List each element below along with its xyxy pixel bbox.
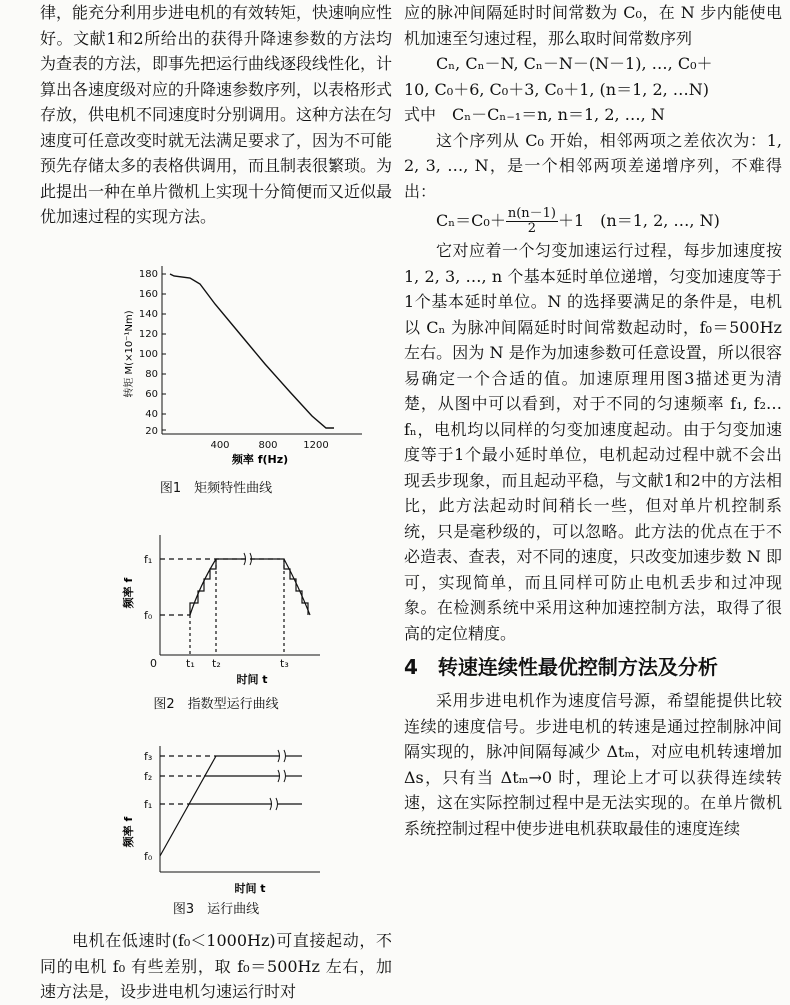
left-paragraph-2: 电机在低速时(f₀＜1000Hz)可直接起动，不同的电机 f₀ 有些差别，取 f₀＝500Hz 左右，加速方法是，设步进电机匀速运行时对 <box>40 931 392 1001</box>
y-tick-80: 80 <box>145 368 158 380</box>
formula-right: ＋1 (n＝1, 2, …, N) <box>558 211 720 230</box>
figure-1-torque-frequency-curve <box>40 244 392 474</box>
figure-2-exponential-curve <box>40 515 392 690</box>
figure-1-y-label: 转矩 M(×10⁻¹Nm) <box>124 309 135 398</box>
formula-denominator: 2 <box>527 221 537 236</box>
left-column <box>40 0 392 1005</box>
figure-3-f2: f₂ <box>144 769 153 783</box>
figure-3-run-curve <box>40 732 392 897</box>
y-tick-20: 20 <box>145 425 158 437</box>
figure-3-f0: f₀ <box>144 849 153 863</box>
sequence-line-2: 10, C₀＋6, C₀＋3, C₀＋1, (n＝1, 2, …N) <box>404 79 710 99</box>
figure-2-caption: 图2 指数型运行曲线 <box>153 697 279 712</box>
right-paragraph-3: 它对应着一个匀变加速运行过程，每步加速度按 1, 2, 3, …, n 个基本延时单位递增，匀变加速度等于1个基本延时单位。N 的选择要满足的条件是，电机以 Cₙ 为脉冲间隔延时时间常数起动时，f₀＝500Hz 左右。因为 N 是作为加速参数可任意设置，所以很容易确定一个合适的值。加速原理用图3描述更为清楚，从图中可以看到，对于不同的匀速频率 f₁, f₂…fₙ，电机均以同样的匀变加速度起动。由于匀变加速度等于1个最小延时单位，电机起动过程中就不会出现丢步现象，而且起动平稳，与文献1和2中的方法相比，此方法起动时间稍长一些，但对单片机控制系统，只是毫秒级的，可以忽略。此方法的优点在于不必造表、查表，对不同的速度，只改变加速步数 N 即可，实现简单，而且同样可防止电机丢步和过冲现象。在检测系统中采用这种加速控制方法，取得了很高的定位精度。 <box>404 241 782 643</box>
figure-2-t3: t₃ <box>280 657 289 670</box>
figure-1-y-ticks <box>162 274 166 430</box>
right-paragraph-1: 应的脉冲间隔延时时间常数为 C₀，在 N 步内能使电机加速至匀速过程，那么取时间常数序列 <box>404 3 782 48</box>
figure-1-curve <box>170 274 334 428</box>
right-paragraph-4: 采用步进电机作为速度信号源，希望能提供比较连续的速度信号。步进电机的转速是通过控制脉冲间隔实现的，脉冲间隔每减少 Δtₘ，对应电机转速增加 Δs，只有当 Δtₘ→0 时，理论上才可以获得连续转速，这在实际控制过程中是无法实现的。在单片微机系统控制过程中使步进电机获取最佳的速度连续 <box>404 691 782 838</box>
figure-2-t1: t₁ <box>186 657 195 670</box>
closed-form-formula <box>404 204 782 238</box>
figure-1-x-label: 频率 f(Hz) <box>231 452 289 466</box>
figure-2-origin: 0 <box>150 657 157 670</box>
x-tick-400: 400 <box>210 439 230 451</box>
figure-2-y-label: 频率 f <box>122 577 135 609</box>
section-heading-4: 4 转速连续性最优控制方法及分析 <box>404 655 718 679</box>
y-tick-160: 160 <box>138 288 158 300</box>
figure-1-caption: 图1 矩频特性曲线 <box>159 480 273 496</box>
right-column <box>404 0 782 841</box>
formula-left: Cₙ＝C₀＋ <box>436 211 506 230</box>
y-tick-40: 40 <box>145 408 158 420</box>
formula-numerator: n(n－1) <box>507 206 556 221</box>
y-tick-180: 180 <box>138 268 158 280</box>
figure-2-t2: t₂ <box>212 657 221 670</box>
formula-fraction <box>506 207 558 236</box>
figure-3-f3: f₃ <box>144 749 153 763</box>
figure-2-f1-label: f₁ <box>144 553 153 566</box>
y-tick-140: 140 <box>138 308 158 320</box>
sequence-line-3: 式中 Cₙ－Cₙ₋₁＝n, n＝1, 2, …, N <box>404 105 665 124</box>
x-tick-1200: 1200 <box>303 439 329 451</box>
figure-3-caption: 图3 运行曲线 <box>172 901 260 917</box>
right-paragraph-2: 这个序列从 C₀ 开始，相邻两项之差依次为：1, 2, 3, …, N，是一个相邻两项差递增序列，不难得出： <box>404 130 782 201</box>
y-tick-60: 60 <box>145 388 158 400</box>
x-tick-800: 800 <box>258 439 278 451</box>
y-tick-120: 120 <box>138 328 158 340</box>
figure-3-x-label: 时间 t <box>234 881 266 895</box>
y-tick-100: 100 <box>138 348 158 360</box>
sequence-line-1: Cₙ, Cₙ－N, Cₙ－N－(N－1), …, C₀＋ <box>436 54 713 73</box>
figure-3-f1: f₁ <box>144 797 153 811</box>
left-paragraph-1: 律，能充分利用步进电机的有效转矩，快速响应性好。文献1和2所给出的获得升降速参数的方法均为查表的方法，即事先把运行曲线逐段线性化，计算出各速度级对应的升降速参数序列，以表格形式存放，供电机不同速度时分别调用。这种方法在匀速度可任意改变时就无法满足要求了，因为不可能预先存储太多的表格供调用，而且制表很繁琐。为此提出一种在单片微机上实现十分简便而又近似最优加速过程的实现方法。 <box>40 3 393 226</box>
figure-2-x-label: 时间 t <box>236 673 268 686</box>
figure-3-y-label: 频率 f <box>122 816 135 847</box>
figure-2-f0-label: f₀ <box>144 609 153 622</box>
